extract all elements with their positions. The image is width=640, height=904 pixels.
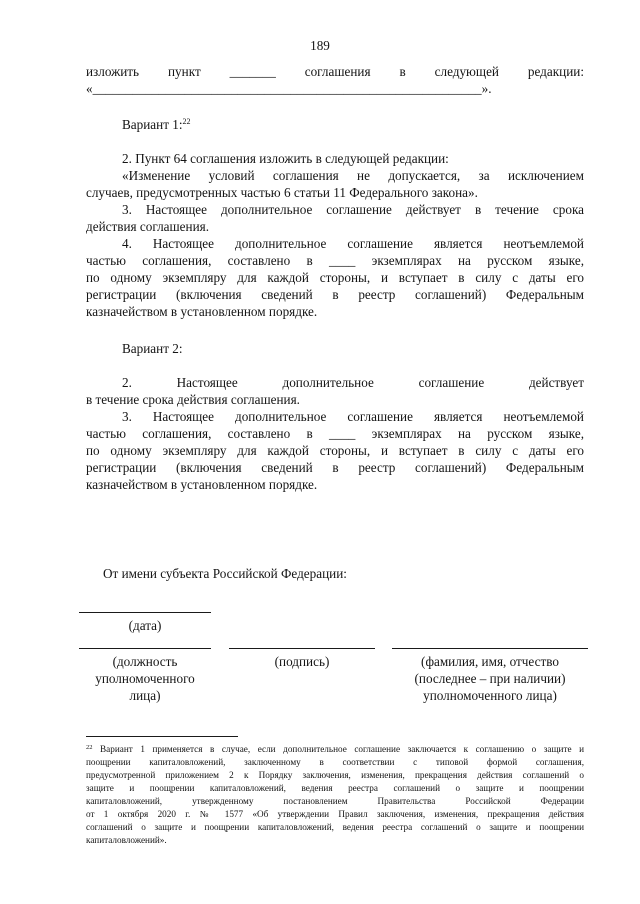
intro-line-2: «___________________________________________________________». (86, 81, 492, 96)
footnote-line-3: предусмотренной приложением 2 к Порядку заключения, изменения, прекращения действия соглашений о (86, 770, 584, 780)
v2-para-line-7: казначейством в установленном порядке. (86, 477, 318, 492)
v1-para-line-7: частью соглашения, составлено в ____ экземплярах на русском языке, (86, 253, 584, 268)
footnote-separator (86, 736, 238, 737)
signature-heading: От имени субъекта Российской Федерации: (103, 566, 347, 581)
footnote-line-7: соглашений о защите и поощрении капиталовложений, ведения реестра соглашений о защите и поощрении (86, 822, 584, 832)
v1-para-line-8: по одному экземпляру для каждой стороны, и вступает в силу с даты его (86, 270, 584, 285)
v1-para-line-3: случаев, предусмотренных частью 6 статьи 11 Федерального закона». (86, 185, 478, 200)
v1-para-line-9: регистрации (включения сведений в реестр соглашений) Федеральным (86, 287, 584, 302)
footnote-line-8: капиталовложений». (86, 835, 167, 845)
v1-para-line-4: 3. Настоящее дополнительное соглашение действует в течение срока (122, 202, 584, 217)
intro-line-1: изложить пункт _______ соглашения в следующей редакции: (86, 64, 584, 79)
date-line (79, 612, 211, 613)
name-line (392, 648, 588, 649)
v2-para-line-2: в течение срока действия соглашения. (86, 392, 300, 407)
signature-label: (подпись) (274, 654, 330, 669)
footnote-line-6: от 1 октября 2020 г. № 1577 «Об утверждении Правил заключения, изменения, прекращения действия (86, 809, 584, 819)
position-line (79, 648, 211, 649)
footnote-line-5: капиталовложений, утвержденному постановлением Правительства Российской Федерации (86, 796, 584, 806)
footnote-ref-22: 22 (182, 117, 191, 126)
v2-para-line-1: 2. Настоящее дополнительное соглашение действует (122, 375, 584, 390)
footnote-line-1: $^{22}$ Вариант 1 применяется в случае, если дополнительное соглашение заключается к соглашению о защите и (86, 744, 584, 754)
position-label-2: уполномоченного (95, 671, 195, 686)
position-label-3: лица) (129, 688, 161, 703)
footnote-line-2: поощрении капиталовложений, заключенному в соответствии с типовой формой соглашения, (86, 757, 584, 767)
date-label: (дата) (128, 618, 162, 633)
position-label-1: (должность (112, 654, 178, 669)
v2-para-line-3: 3. Настоящее дополнительное соглашение является неотъемлемой (122, 409, 584, 424)
v1-para-line-6: 4. Настоящее дополнительное соглашение является неотъемлемой (122, 236, 584, 251)
v1-para-line-1: 2. Пункт 64 соглашения изложить в следующей редакции: (122, 151, 449, 166)
name-label-1: (фамилия, имя, отчество (421, 654, 559, 669)
footnote-number: 22 (86, 744, 93, 751)
v2-para-line-4: частью соглашения, составлено в ____ экземплярах на русском языке, (86, 426, 584, 441)
page-number: 189 (310, 38, 330, 53)
variant-2-heading: Вариант 2: (122, 341, 183, 356)
v2-para-line-5: по одному экземпляру для каждой стороны, и вступает в силу с даты его (86, 443, 584, 458)
variant-1-heading: Вариант 1:$^{22}$ (122, 117, 191, 132)
v1-para-line-2: «Изменение условий соглашения не допускается, за исключением (122, 168, 584, 183)
v1-para-line-5: действия соглашения. (86, 219, 209, 234)
signature-line (229, 648, 375, 649)
name-label-2: (последнее – при наличии) (414, 671, 566, 686)
v2-para-line-6: регистрации (включения сведений в реестр соглашений) Федеральным (86, 460, 584, 475)
v1-para-line-10: казначейством в установленном порядке. (86, 304, 318, 319)
footnote-line-4: защите и поощрении капиталовложений, ведения реестра соглашений о защите и поощрении (86, 783, 584, 793)
name-label-3: уполномоченного лица) (423, 688, 557, 703)
